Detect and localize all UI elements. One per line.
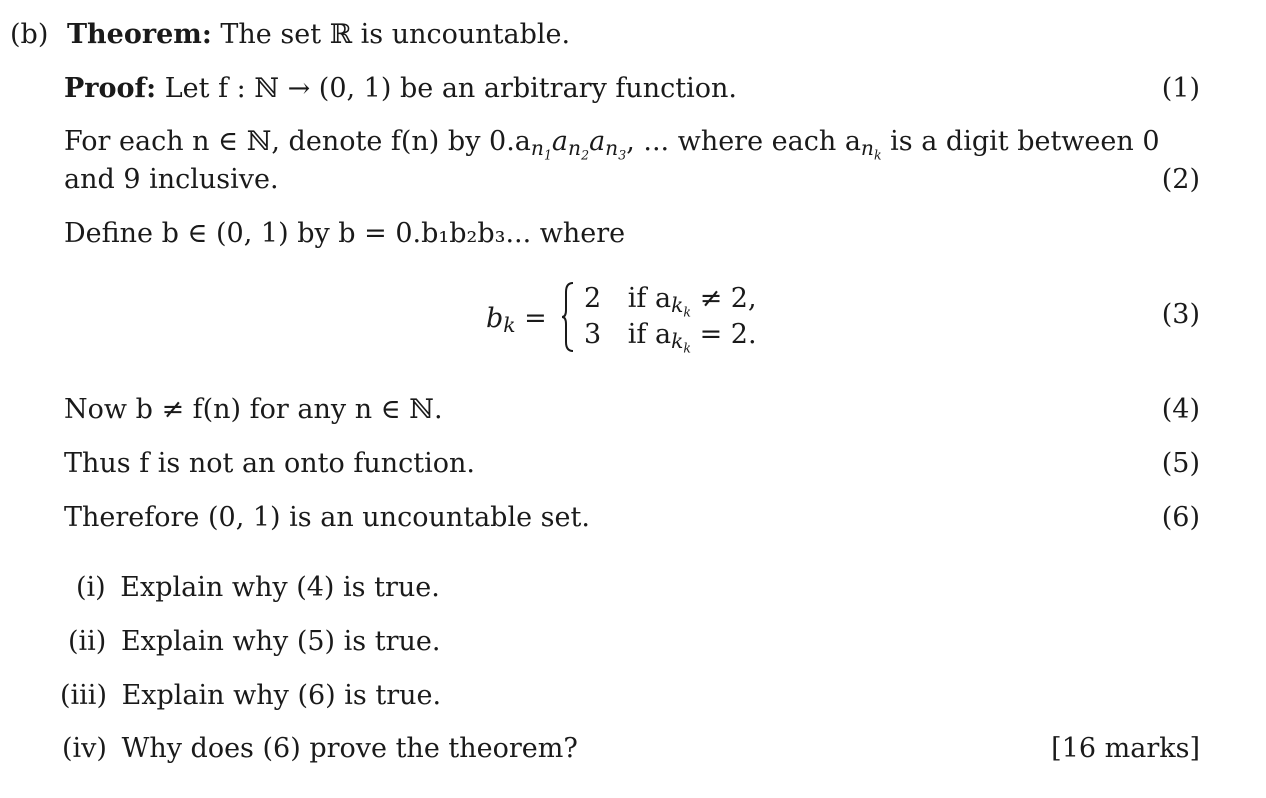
equation-number-1: (1) bbox=[1161, 73, 1200, 104]
question-text: Explain why (5) is true. bbox=[120, 626, 441, 657]
case-1-relation: ≠ 2, bbox=[699, 283, 757, 314]
subscript-n2: n2 bbox=[568, 136, 590, 163]
question-number: (ii) bbox=[68, 626, 107, 657]
part-label: (b) bbox=[10, 19, 49, 50]
equation-number-4: (4) bbox=[1161, 394, 1200, 425]
subscript-n3: n3 bbox=[605, 136, 627, 163]
theorem-line bbox=[10, 18, 570, 52]
case-2-subscript: kk bbox=[671, 329, 691, 356]
case-lhs: $b_k$ = bbox=[486, 303, 547, 338]
subscript-nk: nk bbox=[860, 136, 882, 163]
proof-line-1-text: Let f : ℕ → (0, 1) be an arbitrary function. bbox=[164, 73, 738, 104]
equation-number-3: (3) bbox=[1161, 299, 1200, 330]
question-number: (iv) bbox=[62, 733, 107, 764]
question-text: Explain why (6) is true. bbox=[121, 680, 442, 711]
proof-line-2a bbox=[64, 125, 1160, 163]
case-lhs-subscript: k bbox=[503, 313, 516, 338]
case-1-value: 2 bbox=[584, 283, 602, 314]
subscript-n1: n1 bbox=[530, 136, 552, 163]
theorem-text: The set ℝ is uncountable. bbox=[220, 19, 571, 50]
proof-line-4: Now b ≠ f(n) for any n ∈ ℕ. bbox=[64, 394, 443, 425]
case-2-condition: if a bbox=[627, 319, 672, 350]
question-number: (iii) bbox=[60, 680, 107, 711]
question-text: Why does (6) prove the theorem? bbox=[121, 733, 578, 764]
line-2a-suffix: is a digit between 0 bbox=[890, 126, 1160, 157]
line-2a-prefix: For each n ∈ ℕ, denote f(n) by 0.a bbox=[64, 126, 531, 157]
equation-number-6: (6) bbox=[1161, 502, 1200, 533]
equation-number-2: (2) bbox=[1161, 164, 1200, 195]
case-lhs-b: b bbox=[486, 303, 504, 334]
question-item bbox=[60, 679, 441, 713]
marks-label: [16 marks] bbox=[1051, 733, 1200, 764]
case-2-relation: = 2. bbox=[699, 319, 757, 350]
left-brace-icon bbox=[562, 282, 574, 352]
equation-number-5: (5) bbox=[1161, 448, 1200, 479]
question-item bbox=[68, 625, 440, 659]
question-item bbox=[76, 571, 440, 605]
case-row-2 bbox=[584, 318, 757, 356]
theorem-label: Theorem: bbox=[66, 19, 212, 50]
digit-a-3: a bbox=[589, 126, 606, 157]
proof-line-6: Therefore (0, 1) is an uncountable set. bbox=[64, 502, 590, 533]
proof-line-2b: and 9 inclusive. bbox=[64, 164, 279, 195]
question-text: Explain why (4) is true. bbox=[120, 572, 440, 603]
question-number: (i) bbox=[76, 572, 106, 603]
case-row-1 bbox=[584, 282, 757, 320]
proof-line-1 bbox=[64, 72, 737, 106]
line-2a-middle: where each a bbox=[677, 126, 861, 157]
digit-a-2: a bbox=[551, 126, 569, 157]
case-1-condition: if a bbox=[627, 283, 672, 314]
question-item bbox=[62, 732, 578, 766]
proof-line-3: Define b ∈ (0, 1) by b = 0.b₁b₂b₃... where bbox=[64, 218, 626, 249]
proof-label: Proof: bbox=[64, 73, 157, 104]
proof-line-5: Thus f is not an onto function. bbox=[64, 448, 475, 479]
sequence-ellipsis: , ... bbox=[626, 126, 678, 157]
case-1-subscript: kk bbox=[671, 293, 691, 320]
case-2-value: 3 bbox=[584, 319, 602, 350]
